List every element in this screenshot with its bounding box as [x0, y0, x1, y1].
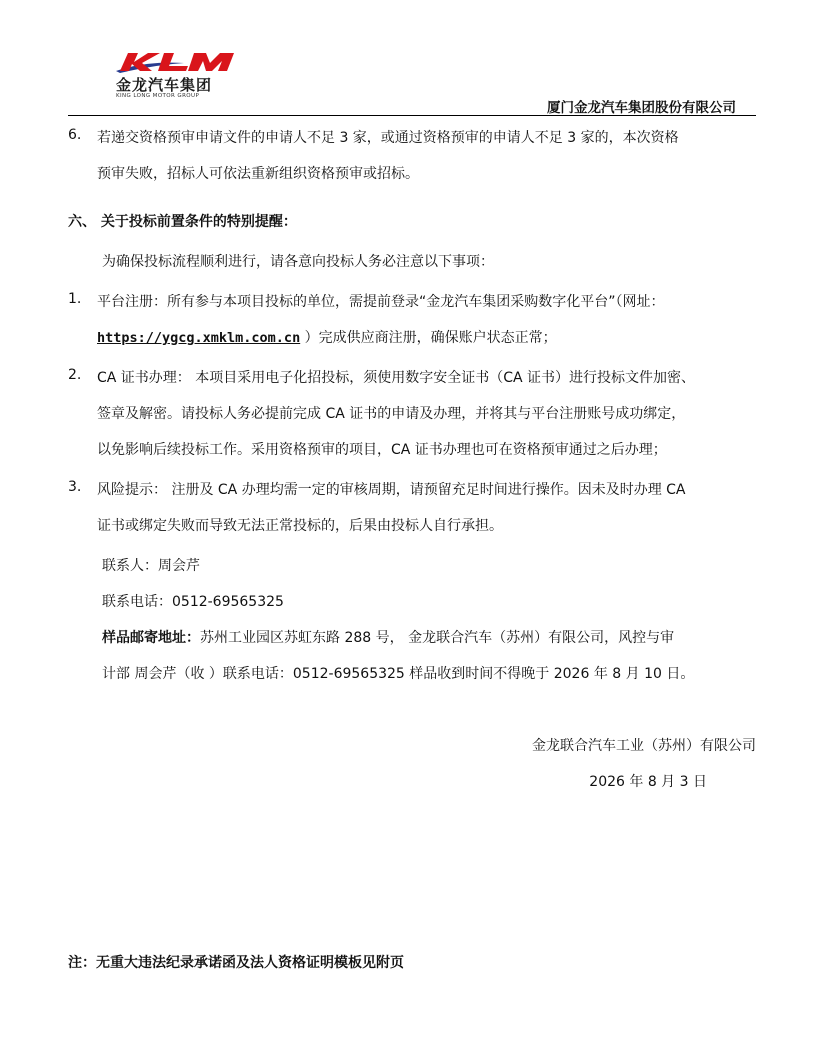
section-heading: 六、 关于投标前置条件的特别提醒：: [68, 214, 297, 230]
item-6-line-2: 预审失败，招标人可依法重新组织资格预审或招标。: [97, 166, 419, 182]
logo-english-name: KING LONG MOTOR GROUP: [116, 93, 200, 99]
item-3-line-2: 证书或绑定失败而导致无法正常投标的，后果由投标人自行承担。: [97, 518, 503, 534]
item-2-line-3: 以免影响后续投标工作。采用资格预审的项目，CA 证书办理也可在资格预审通过之后办理；: [97, 442, 667, 458]
klm-logo-mark: [114, 51, 238, 73]
item-3-number: 3.: [68, 479, 82, 495]
sample-address-line-1: [102, 627, 674, 647]
signature-date: 2026 年 8 月 3 日: [589, 774, 707, 790]
item-1-line-2-rest: ）完成供应商注册，确保账户状态正常；: [300, 330, 557, 346]
logo-chinese-name: 金龙汽车集团: [116, 76, 213, 94]
company-logo: [114, 51, 238, 103]
item-2-line-2: 签章及解密。请投标人务必提前完成 CA 证书的申请及办理，并将其与平台注册账号成功绑定，: [97, 406, 686, 422]
intro-paragraph: 为确保投标流程顺利进行，请各意向投标人务必注意以下事项：: [102, 254, 494, 270]
sample-address-text: 苏州工业园区苏虹东路 288 号， 金龙联合汽车（苏州）有限公司，风控与审: [200, 630, 675, 646]
item-6-line-1: 若递交资格预审申请文件的申请人不足 3 家，或通过资格预审的申请人不足 3 家的，本次资格: [97, 130, 679, 146]
item-6-number: 6.: [68, 127, 82, 143]
sample-address-line-2: 计部 周会芹（收 ）联系电话：0512-69565325 样品收到时间不得晚于 2026 年 8 月 10 日。: [102, 666, 695, 682]
item-1-line-2: [97, 327, 557, 347]
item-2-line-1: CA 证书办理： 本项目采用电子化招投标，须使用数字安全证书（CA 证书）进行投标文件加密、: [97, 370, 696, 386]
signature-company: 金龙联合汽车工业（苏州）有限公司: [532, 738, 756, 754]
sample-address-label: 样品邮寄地址：: [102, 630, 200, 646]
contact-person: 联系人：周会芹: [102, 558, 200, 574]
item-1-number: 1.: [68, 291, 82, 307]
footnote: 注：无重大违法纪录承诺函及法人资格证明模板见附页: [68, 955, 404, 971]
item-1-line-1: 平台注册：所有参与本项目投标的单位，需提前登录“金龙汽车集团采购数字化平台”（网址：: [97, 294, 665, 310]
header-divider: [68, 115, 756, 116]
platform-url-link[interactable]: https://ygcg.xmklm.com.cn: [97, 330, 301, 346]
item-3-line-1: 风险提示： 注册及 CA 办理均需一定的审核周期，请预留充足时间进行操作。因未及时办理 CA: [97, 482, 686, 498]
contact-phone: 联系电话：0512-69565325: [102, 594, 284, 610]
header-company-name: 厦门金龙汽车集团股份有限公司: [547, 100, 736, 116]
item-2-number: 2.: [68, 367, 82, 383]
